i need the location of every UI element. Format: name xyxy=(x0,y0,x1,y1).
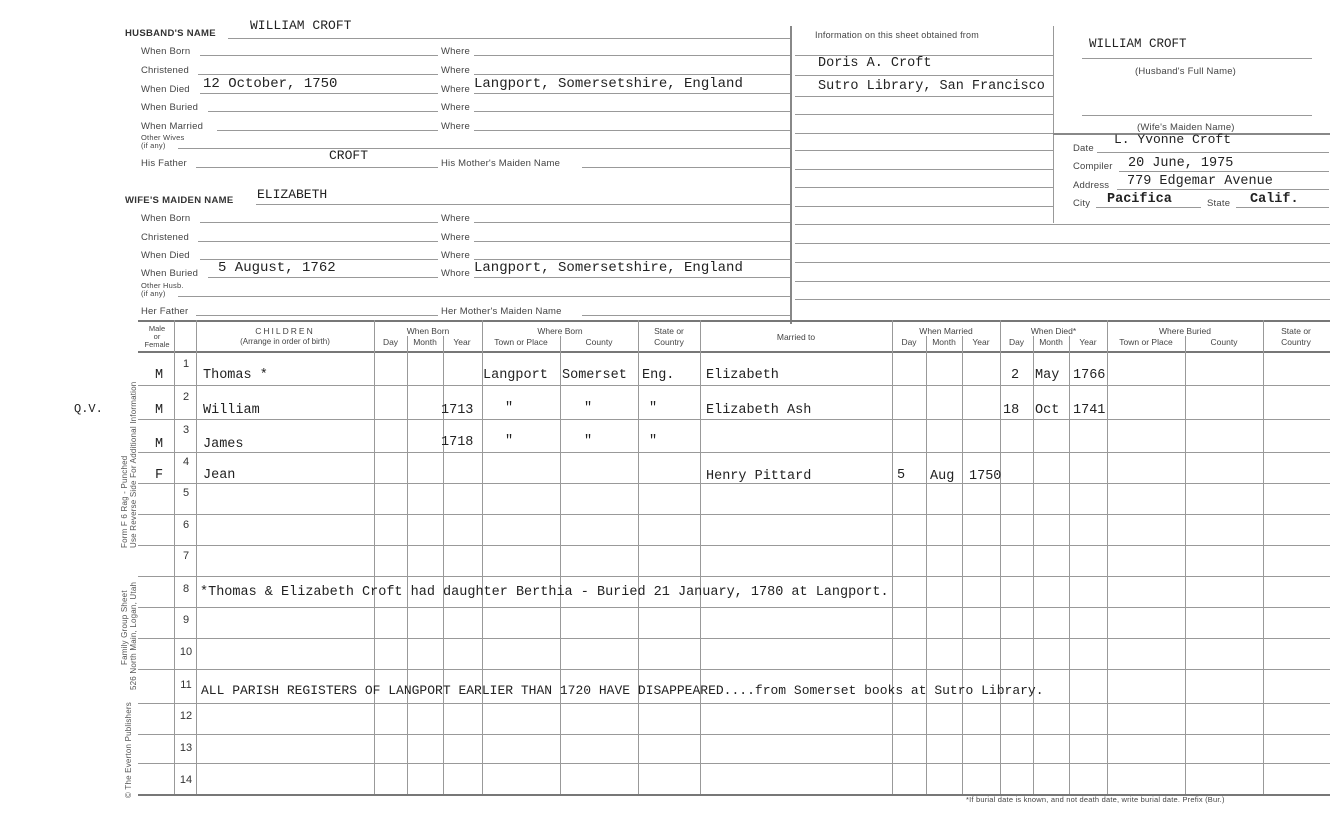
children-subheader: (Arrange in order of birth) xyxy=(240,337,330,346)
wife-buried-label: When Buried xyxy=(141,268,199,279)
husband-died-place: Langport, Somersetshire, England xyxy=(474,76,743,92)
husband-christened-where-label: Where xyxy=(441,65,470,76)
his-father: CROFT xyxy=(329,148,369,163)
margin-address: 526 North Main, Logan, Utah xyxy=(129,581,138,690)
born-state-header-2: Country xyxy=(654,337,684,347)
sex-header-3: Female xyxy=(144,340,170,349)
row-number: 1 xyxy=(182,358,190,370)
child-sex: F xyxy=(155,468,164,483)
wife-born-label: When Born xyxy=(141,213,191,224)
child-sex: M xyxy=(155,437,164,452)
child-death-month: May xyxy=(1035,368,1060,383)
wife-buried-place: Langport, Somersetshire, England xyxy=(474,260,743,276)
children-header: CHILDREN xyxy=(255,326,315,336)
row-number: 11 xyxy=(180,679,192,691)
child-marriage-year: 1750 xyxy=(969,469,1002,484)
row-number: 6 xyxy=(182,519,190,531)
child-name: William xyxy=(203,403,260,418)
info-label: Information on this sheet obtained from xyxy=(815,30,979,40)
margin-form-text: Form F 6 Rag - Punched xyxy=(120,455,129,548)
date-label: Date xyxy=(1073,143,1094,154)
other-husb-ifany: (if any) xyxy=(141,289,166,298)
row-number: 4 xyxy=(182,456,190,468)
child-birth-county: Somerset xyxy=(562,368,627,383)
husband-buried-where-label: Where xyxy=(441,102,470,113)
other-wives-label: Other Wives xyxy=(141,133,185,142)
wife-name: ELIZABETH xyxy=(257,187,328,202)
row-number: 5 xyxy=(182,487,190,499)
buried-state-header-2: Country xyxy=(1281,337,1311,347)
husband-died-date: 12 October, 1750 xyxy=(203,76,338,92)
born-header: When Born xyxy=(406,326,450,336)
his-father-label: His Father xyxy=(141,158,187,169)
husband-died-label: When Died xyxy=(141,84,190,95)
wife-maiden-name-label: (Wife's Maiden Name) xyxy=(1137,122,1235,133)
other-wives-ifany: (if any) xyxy=(141,141,166,150)
margin-family-group-sheet: Family Group Sheet xyxy=(120,590,129,665)
wife-buried-where-label: Whore xyxy=(441,268,470,279)
child-sex: M xyxy=(155,403,164,418)
child-sex: M xyxy=(155,368,164,383)
husband-name-label: HUSBAND'S NAME xyxy=(125,28,216,39)
address-label: Address xyxy=(1073,180,1110,191)
when-died-header: When Died* xyxy=(1030,326,1077,336)
info-line2: Sutro Library, San Francisco xyxy=(818,79,1045,94)
child-birth-county: " xyxy=(584,401,593,416)
died-day-header: Day xyxy=(1008,337,1025,347)
child-spouse: Elizabeth xyxy=(706,368,779,383)
born-year-header: Year xyxy=(453,337,471,347)
margin-reverse-text: Use Reverse Side For Additional Information xyxy=(129,381,138,548)
where-born-header: Where Born xyxy=(537,326,583,336)
buried-town-header: Town or Place xyxy=(1119,337,1173,347)
wife-christened-label: Christened xyxy=(141,232,189,243)
row-number: 3 xyxy=(182,424,190,436)
compiler-label: Compiler xyxy=(1073,161,1113,172)
child-birth-town: " xyxy=(505,401,514,416)
wife-died-label: When Died xyxy=(141,250,190,261)
child-birth-county: " xyxy=(584,434,593,449)
compiler-value: 20 June, 1975 xyxy=(1128,156,1234,171)
child-name: James xyxy=(203,437,244,452)
row-number: 8 xyxy=(182,583,190,595)
buried-county-header: County xyxy=(1210,337,1238,347)
row-number: 13 xyxy=(179,742,193,754)
born-state-header-1: State or xyxy=(654,326,684,336)
his-mother-label: His Mother's Maiden Name xyxy=(441,158,561,169)
child-birth-state: " xyxy=(649,401,658,416)
child-marriage-month: Aug xyxy=(930,469,955,484)
child-birth-state: Eng. xyxy=(642,368,675,383)
row-number: 9 xyxy=(182,614,190,626)
died-year-header: Year xyxy=(1079,337,1097,347)
note-row-8: *Thomas & Elizabeth Croft had daughter Berthia - Buried 21 January, 1780 at Langport. xyxy=(200,585,889,600)
wife-christened-where-label: Where xyxy=(441,232,470,243)
child-death-year: 1766 xyxy=(1073,368,1106,383)
born-month-header: Month xyxy=(413,337,437,347)
married-to-header: Married to xyxy=(776,332,816,342)
buried-state-header-1: State or xyxy=(1281,326,1311,336)
married-month-header: Month xyxy=(932,337,956,347)
husband-died-where-label: Where xyxy=(441,84,470,95)
note-row-11: ALL PARISH REGISTERS OF LANGPORT EARLIER THAN 1720 HAVE DISAPPEARED....from Somerset books at Sutro Library. xyxy=(201,683,1044,698)
born-day-header: Day xyxy=(382,337,399,347)
married-day-header: Day xyxy=(901,337,917,347)
child-name: Jean xyxy=(203,468,236,483)
died-month-header: Month xyxy=(1039,337,1063,347)
city-label: City xyxy=(1073,198,1091,209)
row-number: 14 xyxy=(179,774,193,786)
child-death-year: 1741 xyxy=(1073,403,1106,418)
when-married-header: When Married xyxy=(919,326,973,336)
date-value: L. Yvonne Croft xyxy=(1114,132,1232,147)
sex-header-1: Male xyxy=(148,324,166,333)
husband-married-where-label: Where xyxy=(441,121,470,132)
husband-christened-label: Christened xyxy=(141,65,189,76)
where-buried-header: Where Buried xyxy=(1159,326,1211,336)
married-year-header: Year xyxy=(972,337,990,347)
city-value: Pacifica xyxy=(1107,192,1172,207)
child-birth-town: " xyxy=(505,434,514,449)
row-number: 7 xyxy=(182,550,190,562)
state-label: State xyxy=(1207,198,1231,209)
born-county-header: County xyxy=(585,337,613,347)
wife-buried-date: 5 August, 1762 xyxy=(218,260,336,276)
info-line1: Doris A. Croft xyxy=(818,56,932,71)
wife-name-label: WIFE'S MAIDEN NAME xyxy=(125,195,234,206)
child-name: Thomas * xyxy=(203,368,268,383)
child-birth-year: 1718 xyxy=(441,435,474,450)
child-spouse: Elizabeth Ash xyxy=(706,403,812,418)
row-number: 12 xyxy=(179,710,193,722)
child-marriage-day: 5 xyxy=(897,468,906,483)
address-value: 779 Edgemar Avenue xyxy=(1127,174,1273,189)
husband-married-label: When Married xyxy=(141,121,204,132)
wife-died-where-label: Where xyxy=(441,250,470,261)
other-husb-label: Other Husb. xyxy=(141,281,184,290)
child-death-day: 2 xyxy=(1011,368,1020,383)
row-number: 10 xyxy=(179,646,193,658)
wife-born-where-label: Where xyxy=(441,213,470,224)
child-spouse: Henry Pittard xyxy=(706,469,812,484)
born-town-header: Town or Place xyxy=(494,337,548,347)
husband-buried-label: When Buried xyxy=(141,102,199,113)
child-birth-town: Langport xyxy=(483,368,548,383)
child-birth-state: " xyxy=(649,434,658,449)
state-value: Calif. xyxy=(1250,192,1299,207)
husband-born-label: When Born xyxy=(141,46,191,57)
row-number: 2 xyxy=(182,391,190,403)
her-mother-label: Her Mother's Maiden Name xyxy=(441,306,562,317)
summary-husband-name: WILLIAM CROFT xyxy=(1089,37,1187,51)
sex-header-2: or xyxy=(153,332,161,341)
footnote: *If burial date is known, and not death date, write burial date. Prefix (Bur.) xyxy=(966,795,1225,804)
child-death-month: Oct xyxy=(1035,403,1060,418)
husband-name: WILLIAM CROFT xyxy=(250,18,352,33)
child-death-day: 18 xyxy=(1003,403,1020,418)
her-father-label: Her Father xyxy=(141,306,189,317)
qv-note: Q.V. xyxy=(74,402,103,416)
husband-born-where-label: Where xyxy=(441,46,470,57)
husband-full-name-label: (Husband's Full Name) xyxy=(1135,66,1237,77)
margin-publisher: © The Everton Publishers xyxy=(124,702,133,798)
child-birth-year: 1713 xyxy=(441,403,474,418)
